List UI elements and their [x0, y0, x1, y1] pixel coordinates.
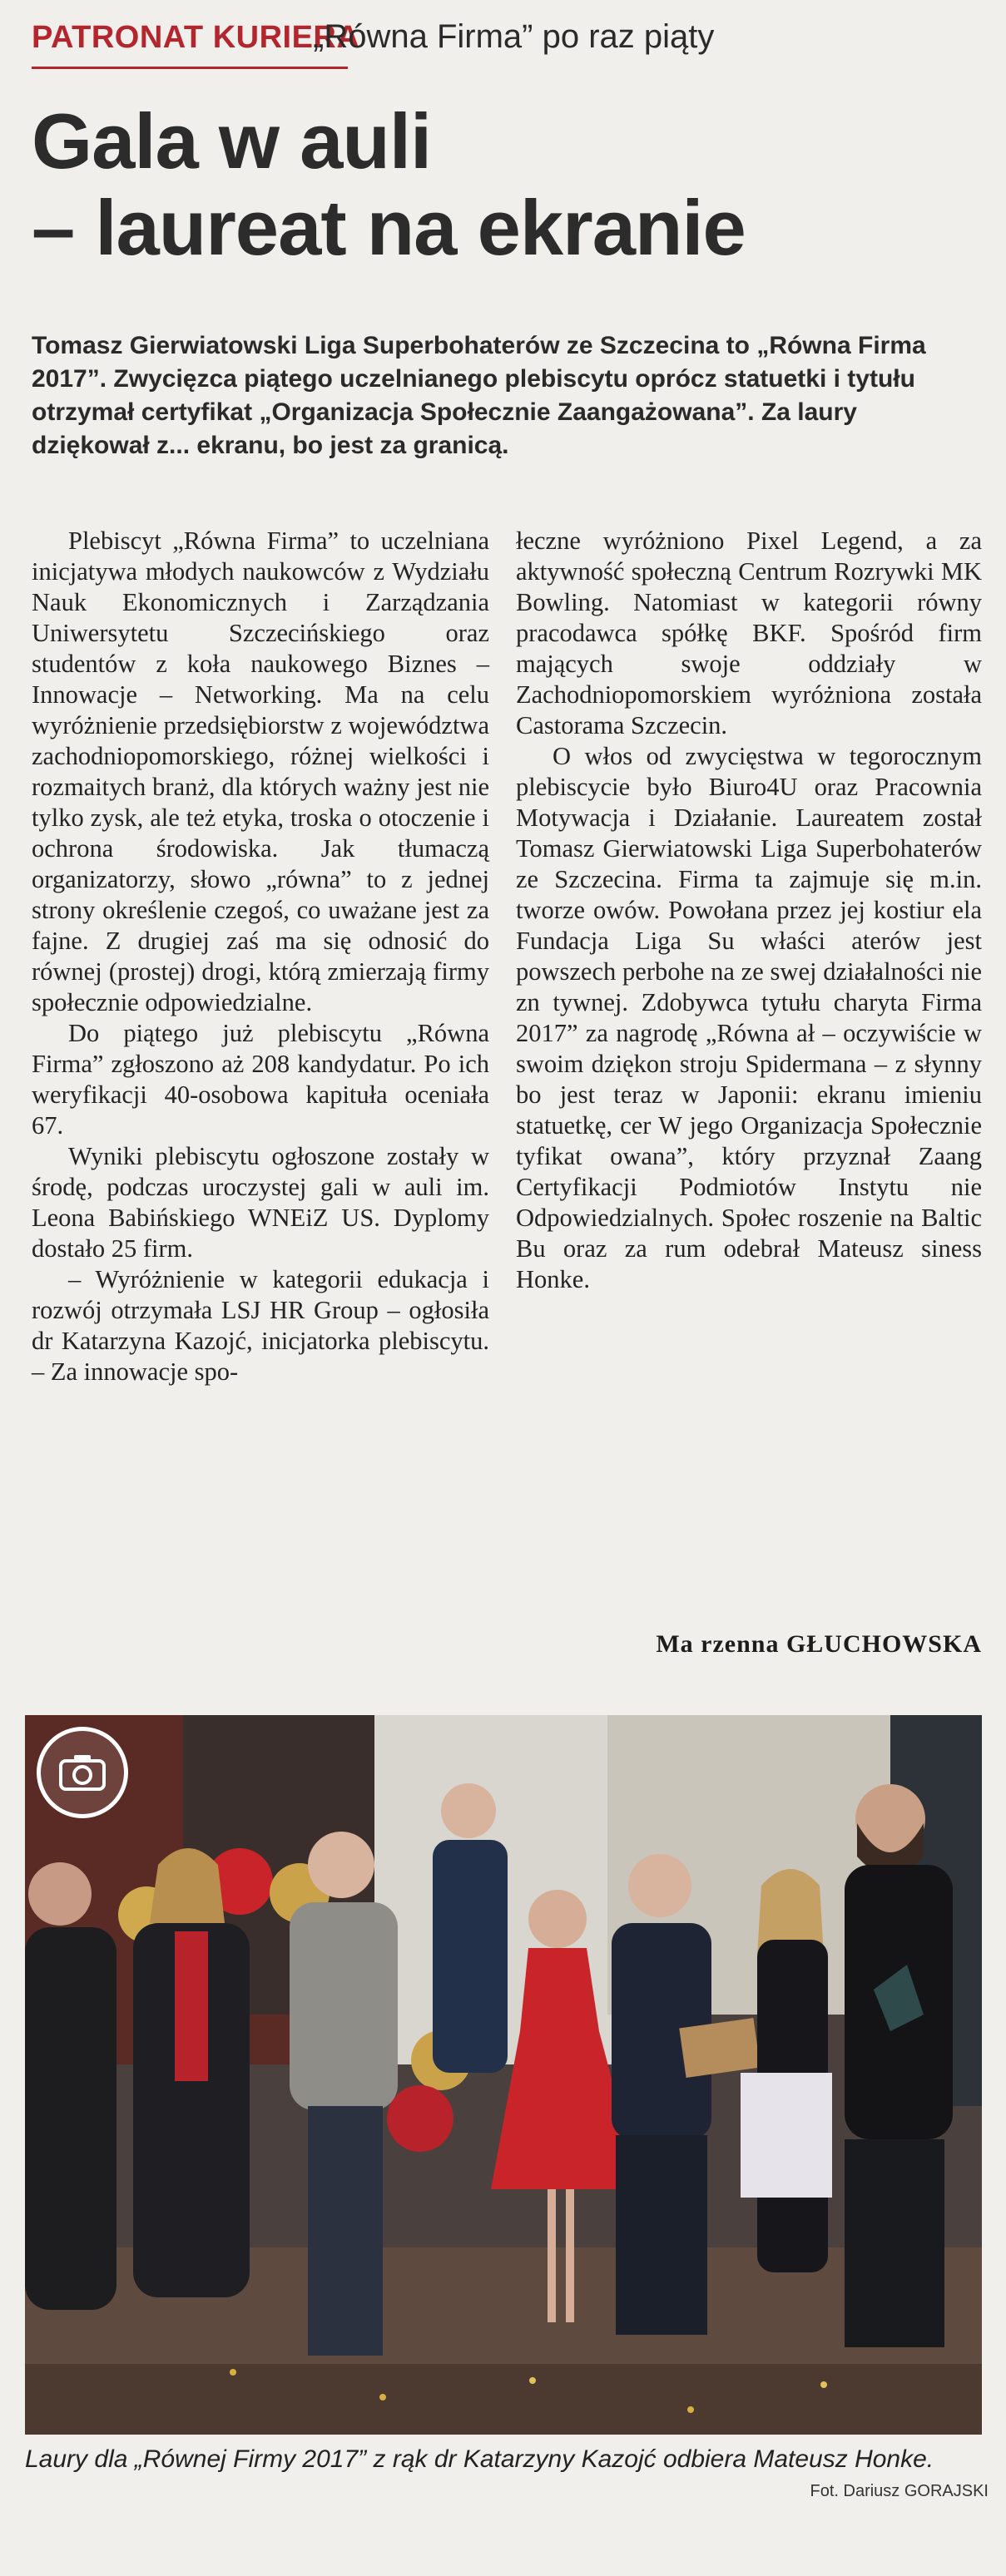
headline-line-2: – laureat na ekranie	[32, 184, 746, 271]
section-header	[32, 18, 980, 65]
article-lead: Tomasz Gierwiatowski Liga Superbohaterów ze Szczecina to „Równa Firma 2017”. Zwycięzca piątego uczelnianego plebiscytu oprócz statuetki i tytułu otrzymał certyfikat „Organizacja Społecznie Zaangażowana”. Za laury dziękował z... ekranu, bo jest za granicą.	[32, 332, 926, 459]
paragraph: – Wyróżnienie w kategorii edukacja i rozwój otrzymała LSJ HR Group – ogłosiła dr Katarzyna Kazojć, inicjatorka plebiscytu. – Za innowacje spo-	[32, 1265, 489, 1386]
article-column-2	[516, 526, 982, 1295]
section-series-title: „Równa Firma” po raz piąty	[313, 18, 715, 55]
photo-credit: Fot. Dariusz GORAJSKI	[810, 2482, 989, 2500]
gala-scene	[25, 1715, 982, 2435]
camera-icon	[59, 1753, 106, 1791]
author-byline: Ma rzenna GŁUCHOWSKA	[656, 1630, 982, 1658]
photo-caption: Laury dla „Równej Firmy 2017” z rąk dr Katarzyny Kazojć odbiera Mateusz Honke.	[25, 2445, 934, 2473]
section-brand: PATRONAT KURIERA	[32, 20, 360, 55]
article-photo	[25, 1715, 982, 2435]
article-column-1	[32, 526, 489, 1387]
paragraph: łeczne wyróżniono Pixel Legend, a za aktywność społeczną Centrum Rozrywki MK Bowling. Natomiast w kategorii równy pracodawca spółkę BKF. Spośród firm mających swoje oddziały w Zachodniopomorskiem wyróżniona została Castorama Szczecin.	[516, 527, 982, 739]
headline	[32, 98, 980, 271]
headline-line-1: Gala w auli	[32, 97, 432, 185]
camera-icon-badge	[37, 1727, 128, 1818]
paragraph: Wyniki plebiscytu ogłoszone zostały w środę, podczas uroczystej gali w auli im. Leona Babińskiego WNEiZ US. Dyplomy dostało 25 firm.	[32, 1142, 489, 1263]
section-rule	[32, 67, 348, 69]
paragraph: Do piątego już plebiscytu „Równa Firma” zgłoszono aż 208 kandydatur. Po ich weryfikacji 40-osobowa kapituła oceniała 67.	[32, 1019, 489, 1140]
paragraph: Plebiscyt „Równa Firma” to uczelniana inicjatywa młodych naukowców z Wydziału Nauk Ekonomicznych i Zarządzania Uniwersytetu Szczecińskiego oraz studentów z koła naukowego Biznes – Innowacje – Networking. Ma na celu wyróżnienie przedsiębiorstw z województwa zachodniopomorskiego, różnej wielkości i rozmaitych branż, dla których ważny jest nie tylko zysk, ale też etyka, troska o otoczenie i ochrona środowiska. Jak tłumaczą organizatorzy, słowo „równa” to z jednej strony określenie czegoś, co uważane jest za fajne. Z drugiej zaś ma się odnosić do równej (prostej) drogi, którą zmierzają firmy społecznie odpowiedzialne.	[32, 527, 489, 1016]
paragraph: O włos od zwycięstwa w tegorocznym plebiscycie było Biuro4U oraz Pracownia Motywacja i Działanie. Laureatem został Tomasz Gierwiatowski Liga Superbohaterów ze Szczecina. Firma ta zajmuje się m.in. tworze owów. Powołana przez jej kostiur ela Fundacja Liga Su właści aterów jest powszech perbohe na ze swej działalności nie zn tywnej. Zdobywca tytułu charyta Firma 2017” za nagrodę „Równa ał – oczywiście w swoim dziękon stroju Spidermana – z słynny bo jest teraz w Japonii: ekranu imieniu statuetkę, cer W jego Organizacja Społecznie tyfikat owana”, który przyznał Zaang Certyfikacji Podmiotów Instytu nie Odpowiedzialnych. Społec roszenie na Baltic Bu oraz za rum odebrał Mateusz siness Honke.	[516, 742, 982, 1293]
